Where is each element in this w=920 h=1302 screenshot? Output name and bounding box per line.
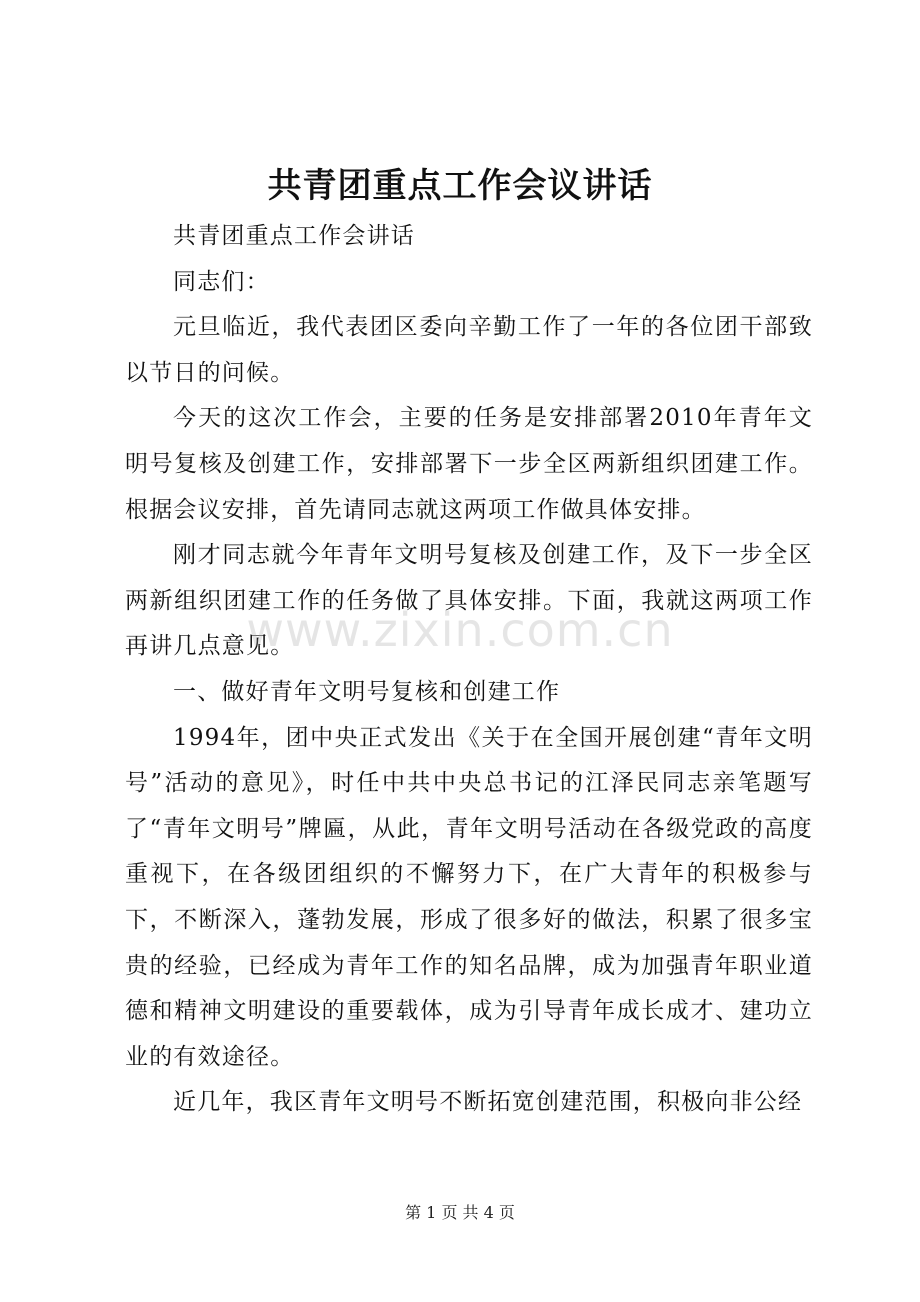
page-footer: 第 1 页 共 4 页 — [405, 1203, 515, 1222]
document-body — [125, 214, 813, 1126]
paragraph: 元旦临近，我代表团区委向辛勤工作了一年的各位团干部致以节日的问候。 — [125, 314, 813, 386]
paragraph: 1994年，团中央正式发出《关于在全国开展创建“青年文明号”活动的意见》，时任中共中央总书记的江泽民同志亲笔题写了“青年文明号”牌匾，从此，青年文明号活动在各级党政的高度重视下，在各级团组织的不懈努力下，在广大青年的积极参与下，不断深入，蓬勃发展，形成了很多好的做法，积累了很多宝贵的经验，已经成为青年工作的知名品牌，成为加强青年职业道德和精神文明建设的重要载体，成为引导青年成长成才、建功立业的有效途径。 — [125, 724, 813, 1070]
paragraph-salutation: 同志们： — [173, 268, 270, 295]
document-title: 共青团重点工作会议讲话 — [267, 166, 653, 206]
paragraph: 今天的这次工作会，主要的任务是安排部署2010年青年文明号复核及创建工作，安排部署下一步全区两新组织团建工作。根据会议安排，首先请同志就这两项工作做具体安排。 — [125, 405, 813, 523]
paragraph-subtitle: 共青团重点工作会讲话 — [173, 223, 415, 249]
section-heading: 一、做好青年文明号复核和创建工作 — [173, 678, 561, 705]
paragraph: 刚才同志就今年青年文明号复核及创建工作，及下一步全区两新组织团建工作的任务做了具体安排。下面，我就这两项工作再讲几点意见。 — [125, 542, 813, 660]
paragraph: 近几年，我区青年文明号不断拓宽创建范围，积极向非公经 — [173, 1089, 803, 1116]
watermark: www.zixin.com.cn — [246, 603, 674, 657]
